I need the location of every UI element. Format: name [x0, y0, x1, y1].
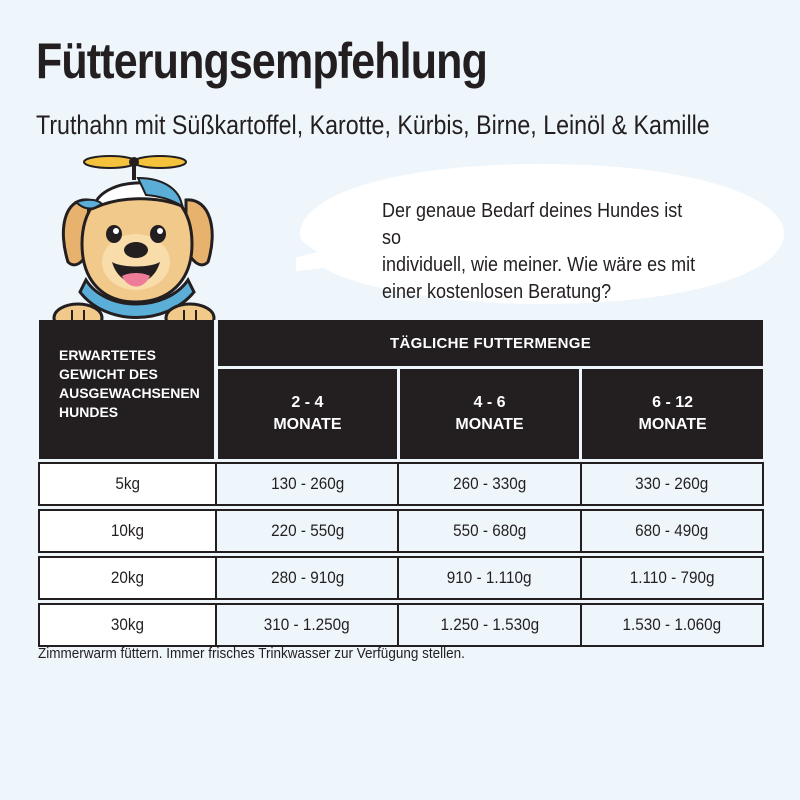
- amount-value: 220 - 550g: [270, 521, 344, 540]
- amount-cell: [581, 604, 763, 646]
- amount-value: 1.250 - 1.530g: [440, 615, 539, 634]
- amount-value: 330 - 260g: [635, 474, 709, 493]
- amount-cell: [398, 557, 580, 599]
- weight-value: 30kg: [110, 615, 145, 634]
- page-subtitle: Truthahn mit Süßkartoffel, Karotte, Kürbis, Birne, Leinöl & Kamille: [36, 110, 710, 140]
- speech-bubble: [296, 160, 786, 308]
- amount-cell: [581, 463, 763, 505]
- age-group-header: [581, 368, 763, 460]
- amount-value: 550 - 680g: [452, 521, 527, 540]
- amount-cell: [398, 510, 580, 552]
- amount-value: 680 - 490g: [635, 521, 709, 540]
- age-range: 4 - 6: [473, 394, 506, 411]
- amount-value: 280 - 910g: [270, 568, 344, 587]
- amount-value: 310 - 1.250g: [264, 615, 351, 634]
- weight-header-label: ERWARTETES GEWICHT DES AUSGEWACHSENEN HUNDES: [59, 347, 200, 420]
- speech-bubble-text: Der genaue Bedarf deines Hundes ist so individuell, wie meiner. Wie wäre es mit einer kostenlosen Beratung?: [382, 200, 696, 303]
- weight-value: 10kg: [110, 521, 145, 540]
- age-unit: MONATE: [455, 416, 524, 433]
- age-range: 6 - 12: [652, 394, 694, 411]
- table-row: [39, 557, 763, 599]
- amount-value: 910 - 1.110g: [447, 568, 532, 587]
- weight-value: 5kg: [115, 474, 140, 493]
- table-row: [39, 604, 763, 646]
- weight-cell: [39, 604, 216, 646]
- amount-cell: [216, 463, 398, 505]
- dog-mascot-icon: [46, 150, 226, 332]
- weight-column-header: [39, 320, 216, 459]
- amount-cell: [216, 604, 398, 646]
- age-range: 2 - 4: [291, 394, 324, 411]
- table-row: [39, 510, 763, 552]
- weight-value: 20kg: [110, 568, 145, 587]
- amount-cell: [398, 463, 580, 505]
- age-group-header: [216, 368, 398, 460]
- page-title: Fütterungsempfehlung: [36, 33, 488, 89]
- weight-cell: [39, 510, 216, 552]
- weight-cell: [39, 463, 216, 505]
- amount-value: 260 - 330g: [452, 474, 527, 493]
- age-unit: MONATE: [638, 416, 707, 433]
- amount-value: 130 - 260g: [270, 474, 344, 493]
- age-unit: MONATE: [273, 416, 342, 433]
- footnote: Zimmerwarm füttern. Immer frisches Trinkwasser zur Verfügung stellen.: [38, 645, 465, 662]
- amount-cell: [398, 604, 580, 646]
- amount-cell: [581, 510, 763, 552]
- amount-value: 1.530 - 1.060g: [622, 615, 722, 634]
- amount-cell: [216, 557, 398, 599]
- feeding-table: [38, 320, 764, 647]
- amount-value: 1.110 - 790g: [629, 568, 715, 587]
- amount-cell: [216, 510, 398, 552]
- age-group-header: [398, 368, 580, 460]
- weight-cell: [39, 557, 216, 599]
- amount-cell: [581, 557, 763, 599]
- daily-amount-header: TÄGLICHE FUTTERMENGE: [216, 320, 763, 368]
- table-row: [39, 463, 763, 505]
